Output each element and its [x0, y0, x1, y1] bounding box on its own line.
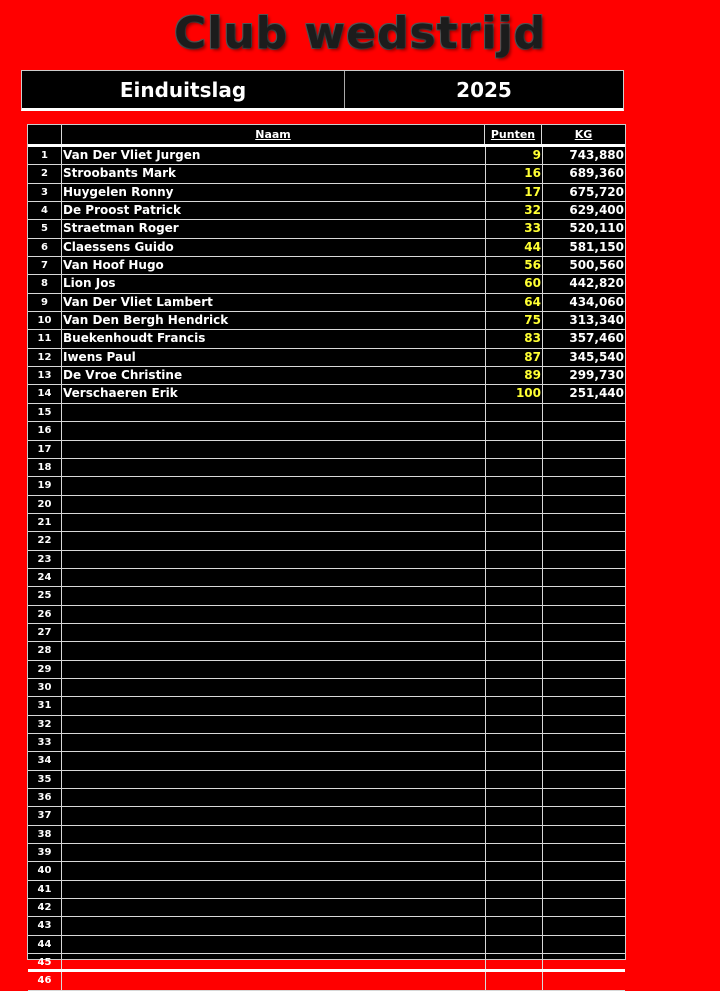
row-kg	[543, 642, 625, 659]
row-points	[486, 862, 543, 879]
row-name	[62, 807, 486, 824]
row-kg: 500,560	[569, 258, 624, 273]
table-row	[28, 367, 625, 385]
row-number: 11	[28, 330, 62, 347]
row-name	[62, 459, 486, 476]
row-kg	[543, 477, 625, 494]
row-points	[486, 954, 543, 969]
row-name	[62, 587, 486, 604]
row-kg	[543, 917, 625, 934]
row-name	[62, 899, 486, 916]
row-kg: 345,540	[569, 349, 624, 364]
row-kg	[543, 771, 625, 788]
table-row	[28, 349, 625, 367]
row-points: 16	[486, 165, 543, 182]
table-body	[28, 147, 625, 991]
row-number: 40	[28, 862, 62, 879]
row-points	[486, 807, 543, 824]
row-points	[486, 496, 543, 513]
row-points	[486, 826, 543, 843]
table-row	[28, 184, 625, 202]
row-points	[486, 844, 543, 861]
row-name	[62, 716, 486, 733]
row-points	[486, 734, 543, 751]
row-name	[62, 606, 486, 623]
row-name: Stroobants Mark	[62, 165, 486, 182]
row-number: 25	[28, 587, 62, 604]
table-row	[28, 441, 625, 459]
row-number: 21	[28, 514, 62, 531]
row-name: Buekenhoudt Francis	[62, 330, 486, 347]
row-number: 3	[28, 184, 62, 201]
row-number: 43	[28, 917, 62, 934]
row-number: 9	[28, 294, 62, 311]
row-points	[486, 661, 543, 678]
row-points	[486, 899, 543, 916]
row-number: 29	[28, 661, 62, 678]
row-number: 30	[28, 679, 62, 696]
table-row	[28, 734, 625, 752]
row-kg	[543, 716, 625, 733]
row-number: 22	[28, 532, 62, 549]
row-name	[62, 404, 486, 421]
row-number: 18	[28, 459, 62, 476]
table-row	[28, 532, 625, 550]
row-points	[486, 624, 543, 641]
row-number: 23	[28, 551, 62, 568]
table-row	[28, 917, 625, 935]
table-row	[28, 679, 625, 697]
row-points: 44	[486, 239, 543, 256]
table-row	[28, 385, 625, 403]
row-number: 12	[28, 349, 62, 366]
row-name	[62, 972, 486, 989]
page-title: Club wedstrijd	[173, 8, 547, 59]
row-points	[486, 441, 543, 458]
row-name: Van Den Bergh Hendrick	[62, 312, 486, 329]
row-kg	[543, 826, 625, 843]
row-kg	[543, 514, 625, 531]
table-row	[28, 330, 625, 348]
row-number: 45	[28, 954, 62, 969]
table-row	[28, 147, 625, 165]
row-name: Verschaeren Erik	[62, 385, 486, 402]
row-kg	[543, 881, 625, 898]
results-label: Einduitslag	[22, 71, 345, 108]
row-kg: 581,150	[569, 239, 624, 254]
table-row	[28, 496, 625, 514]
row-kg	[543, 697, 625, 714]
row-number: 14	[28, 385, 62, 402]
row-points	[486, 459, 543, 476]
row-kg	[543, 752, 625, 769]
row-points	[486, 514, 543, 531]
results-table	[27, 124, 626, 987]
table-row	[28, 752, 625, 770]
row-kg: 689,360	[569, 166, 624, 181]
table-row	[28, 881, 625, 899]
row-number: 27	[28, 624, 62, 641]
row-points: 83	[486, 330, 543, 347]
row-name	[62, 422, 486, 439]
table-row	[28, 587, 625, 605]
table-row	[28, 404, 625, 422]
table-row	[28, 275, 625, 293]
row-number: 13	[28, 367, 62, 384]
row-kg	[543, 532, 625, 549]
table-row	[28, 220, 625, 238]
row-name: Iwens Paul	[62, 349, 486, 366]
row-name	[62, 954, 486, 969]
row-name	[62, 551, 486, 568]
row-number: 1	[28, 147, 62, 164]
row-name	[62, 661, 486, 678]
row-name	[62, 789, 486, 806]
row-number: 16	[28, 422, 62, 439]
row-kg	[543, 844, 625, 861]
row-kg	[543, 569, 625, 586]
row-points: 33	[486, 220, 543, 237]
row-points	[486, 789, 543, 806]
table-row	[28, 807, 625, 825]
row-number: 8	[28, 275, 62, 292]
table-row	[28, 459, 625, 477]
row-points: 87	[486, 349, 543, 366]
row-number: 5	[28, 220, 62, 237]
row-kg	[543, 862, 625, 879]
row-kg	[543, 624, 625, 641]
row-kg: 434,060	[569, 294, 624, 309]
row-number: 15	[28, 404, 62, 421]
table-row	[28, 294, 625, 312]
row-number: 42	[28, 899, 62, 916]
row-points	[486, 587, 543, 604]
row-name	[62, 826, 486, 843]
row-number: 34	[28, 752, 62, 769]
table-row	[28, 514, 625, 532]
row-number: 28	[28, 642, 62, 659]
table-row	[28, 954, 625, 972]
table-row	[28, 422, 625, 440]
row-points	[486, 606, 543, 623]
table-row	[28, 661, 625, 679]
row-number: 37	[28, 807, 62, 824]
row-number: 31	[28, 697, 62, 714]
table-row	[28, 899, 625, 917]
row-name: Huygelen Ronny	[62, 184, 486, 201]
table-row	[28, 202, 625, 220]
row-number: 4	[28, 202, 62, 219]
table-row	[28, 972, 625, 990]
row-number: 44	[28, 936, 62, 953]
table-row	[28, 551, 625, 569]
row-name	[62, 844, 486, 861]
row-name	[62, 936, 486, 953]
table-row	[28, 862, 625, 880]
row-points: 64	[486, 294, 543, 311]
row-points	[486, 532, 543, 549]
row-points	[486, 716, 543, 733]
row-number: 41	[28, 881, 62, 898]
row-kg: 675,720	[569, 184, 624, 199]
row-name	[62, 734, 486, 751]
row-number: 10	[28, 312, 62, 329]
row-points	[486, 569, 543, 586]
row-name	[62, 496, 486, 513]
table-row	[28, 569, 625, 587]
row-kg	[543, 789, 625, 806]
row-points: 32	[486, 202, 543, 219]
row-number: 39	[28, 844, 62, 861]
row-points: 56	[486, 257, 543, 274]
row-kg	[543, 441, 625, 458]
table-row	[28, 606, 625, 624]
column-header-kg: KG	[574, 128, 593, 141]
row-name: De Vroe Christine	[62, 367, 486, 384]
row-name	[62, 679, 486, 696]
row-points	[486, 642, 543, 659]
row-name	[62, 917, 486, 934]
row-number: 6	[28, 239, 62, 256]
column-header-number	[28, 125, 62, 144]
results-year: 2025	[456, 77, 512, 102]
row-points	[486, 422, 543, 439]
column-header-name: Naam	[62, 125, 485, 144]
table-header-row	[28, 125, 625, 147]
row-kg: 357,460	[569, 331, 624, 346]
table-row	[28, 826, 625, 844]
table-row	[28, 789, 625, 807]
row-points	[486, 936, 543, 953]
row-kg	[543, 551, 625, 568]
row-kg: 743,880	[569, 148, 624, 162]
table-row	[28, 936, 625, 954]
row-kg	[543, 496, 625, 513]
row-number: 20	[28, 496, 62, 513]
row-kg: 299,730	[569, 368, 624, 383]
row-number: 38	[28, 826, 62, 843]
row-number: 17	[28, 441, 62, 458]
row-points	[486, 404, 543, 421]
row-kg	[543, 972, 625, 989]
row-name	[62, 532, 486, 549]
row-name: De Proost Patrick	[62, 202, 486, 219]
row-number: 26	[28, 606, 62, 623]
row-points	[486, 551, 543, 568]
row-kg	[543, 587, 625, 604]
table-row	[28, 624, 625, 642]
row-points	[486, 752, 543, 769]
row-number: 7	[28, 257, 62, 274]
row-points	[486, 477, 543, 494]
row-kg	[543, 459, 625, 476]
row-points: 60	[486, 275, 543, 292]
row-name	[62, 771, 486, 788]
row-number: 19	[28, 477, 62, 494]
row-kg	[543, 404, 625, 421]
column-header-points: Punten	[485, 125, 542, 144]
row-points	[486, 679, 543, 696]
table-row	[28, 716, 625, 734]
row-kg	[543, 899, 625, 916]
row-number: 2	[28, 165, 62, 182]
row-name: Claessens Guido	[62, 239, 486, 256]
table-row	[28, 312, 625, 330]
row-kg	[543, 661, 625, 678]
row-number: 46	[28, 972, 62, 989]
row-points	[486, 972, 543, 989]
table-row	[28, 771, 625, 789]
table-row	[28, 239, 625, 257]
row-points: 100	[486, 385, 543, 402]
table-row	[28, 165, 625, 183]
row-name: Van Der Vliet Lambert	[62, 294, 486, 311]
row-points: 89	[486, 367, 543, 384]
row-kg	[543, 734, 625, 751]
row-points: 17	[486, 184, 543, 201]
row-name	[62, 697, 486, 714]
row-number: 24	[28, 569, 62, 586]
row-points	[486, 881, 543, 898]
row-points	[486, 771, 543, 788]
row-kg	[543, 807, 625, 824]
results-header	[21, 70, 624, 111]
row-points	[486, 697, 543, 714]
row-points	[486, 917, 543, 934]
row-kg	[543, 422, 625, 439]
row-name	[62, 752, 486, 769]
row-kg	[543, 679, 625, 696]
row-kg: 313,340	[569, 313, 624, 328]
row-points: 75	[486, 312, 543, 329]
table-row	[28, 642, 625, 660]
row-kg: 251,440	[569, 386, 624, 401]
row-name	[62, 624, 486, 641]
row-name	[62, 514, 486, 531]
row-kg: 629,400	[569, 203, 624, 218]
row-kg: 442,820	[569, 276, 624, 291]
row-name	[62, 881, 486, 898]
table-row	[28, 477, 625, 495]
row-kg	[543, 606, 625, 623]
row-name: Lion Jos	[62, 275, 486, 292]
row-number: 33	[28, 734, 62, 751]
row-name: Van Der Vliet Jurgen	[62, 147, 486, 164]
row-kg: 520,110	[569, 221, 624, 236]
table-row	[28, 257, 625, 275]
row-name: Van Hoof Hugo	[62, 257, 486, 274]
row-name: Straetman Roger	[62, 220, 486, 237]
row-name	[62, 441, 486, 458]
row-number: 36	[28, 789, 62, 806]
row-name	[62, 862, 486, 879]
row-number: 32	[28, 716, 62, 733]
table-row	[28, 844, 625, 862]
row-kg	[543, 954, 625, 969]
row-name	[62, 569, 486, 586]
row-number: 35	[28, 771, 62, 788]
row-points: 9	[486, 147, 543, 164]
row-name	[62, 477, 486, 494]
row-name	[62, 642, 486, 659]
row-kg	[543, 936, 625, 953]
table-row	[28, 697, 625, 715]
